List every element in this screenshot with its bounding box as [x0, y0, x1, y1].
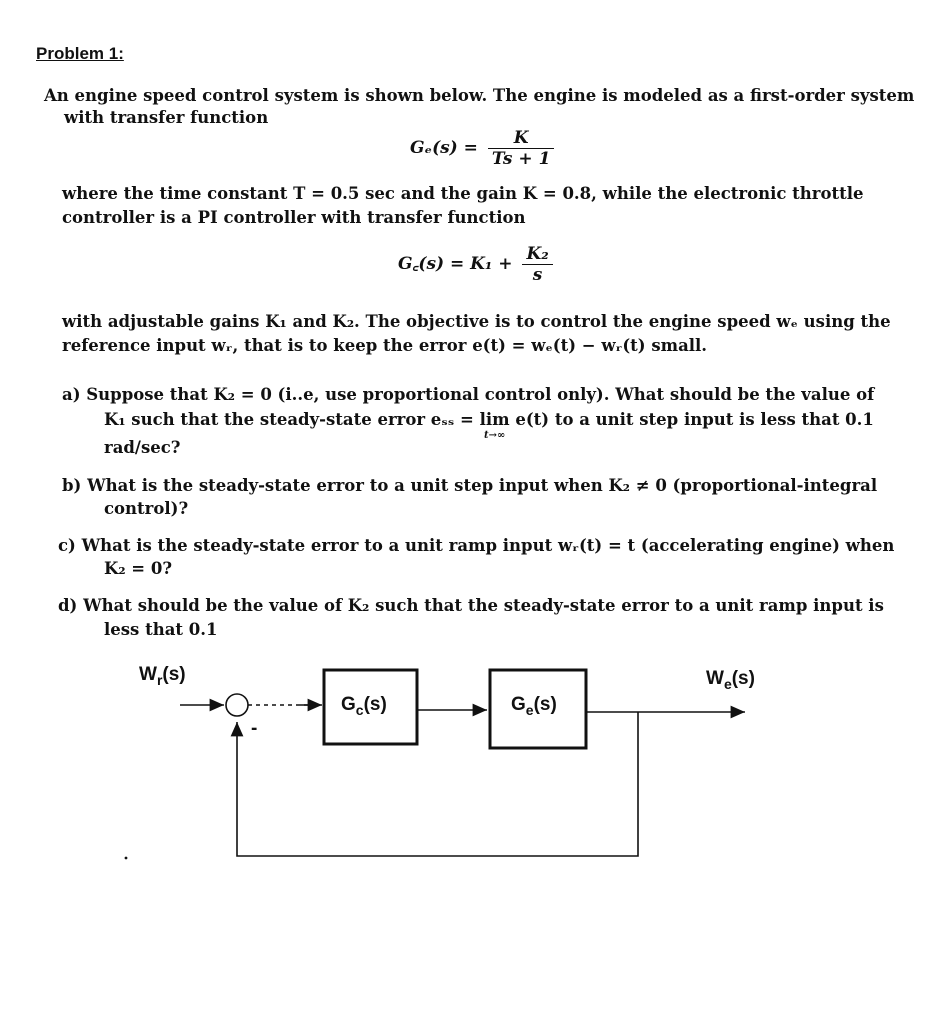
question-d-text-1: What should be the value of K₂ such that the steady-state error to a unit ramp input is — [83, 596, 884, 615]
eq-gc-numerator: K₂ — [522, 244, 552, 265]
question-b-line-2: control)? — [104, 499, 189, 518]
question-d-line-2: less that 0.1 — [104, 620, 218, 639]
eq-ge-denominator: Ts + 1 — [491, 149, 551, 169]
question-a-text-1: Suppose that K₂ = 0 (i..e, use proportional control only). What should be the value of — [86, 385, 875, 404]
question-c-label: c) — [58, 536, 76, 555]
objective-line-2: reference input wᵣ, that is to keep the error e(t) = wₑ(t) − wᵣ(t) small. — [62, 336, 708, 355]
intro-line-2: with transfer function — [64, 108, 269, 127]
where-line-1: where the time constant T = 0.5 sec and the gain K = 0.8, while the electronic throttle — [62, 184, 864, 203]
problem-title: Problem 1: — [36, 44, 124, 63]
objective-line-1: with adjustable gains K₁ and K₂. The objective is to control the engine speed wₑ using the — [62, 312, 891, 331]
stray-dot — [125, 857, 128, 860]
question-a-line-2: K₁ such that the steady-state error eₛₛ = lim e(t) to a unit step input is less that 0.1 — [104, 410, 874, 429]
input-signal-label: $W_r(s)$ — [139, 664, 186, 688]
question-b-label: b) — [62, 476, 82, 495]
output-signal-label: $W_e(s)$ — [706, 668, 755, 692]
summing-junction — [226, 694, 248, 716]
where-line-2: controller is a PI controller with transfer function — [62, 208, 526, 227]
question-d-label: d) — [58, 596, 78, 615]
minus-sign: - — [251, 718, 258, 739]
eq-gc-denominator: s — [532, 265, 543, 285]
question-a-label: a) — [62, 385, 81, 404]
eq-gc-lhs: G꜀(s) = K₁ + — [398, 254, 513, 274]
eq-ge-numerator: K — [488, 128, 555, 149]
eq-ge-lhs: Gₑ(s) = — [410, 138, 478, 158]
question-a-line-3: rad/sec? — [104, 438, 181, 457]
limit-subscript: t→∞ — [484, 430, 506, 441]
question-c-line-2: K₂ = 0? — [104, 559, 173, 578]
feedback-path — [237, 712, 638, 856]
question-c-text-1: What is the steady-state error to a unit ramp input wᵣ(t) = t (accelerating engine) when — [81, 536, 895, 555]
plant-label: $G_e(s)$ — [511, 694, 557, 718]
controller-label: $G_c(s)$ — [341, 694, 387, 718]
intro-line-1: An engine speed control system is shown below. The engine is modeled as a first-order system — [44, 86, 915, 105]
question-b-text-1: What is the steady-state error to a unit step input when K₂ ≠ 0 (proportional-integral — [87, 476, 878, 495]
